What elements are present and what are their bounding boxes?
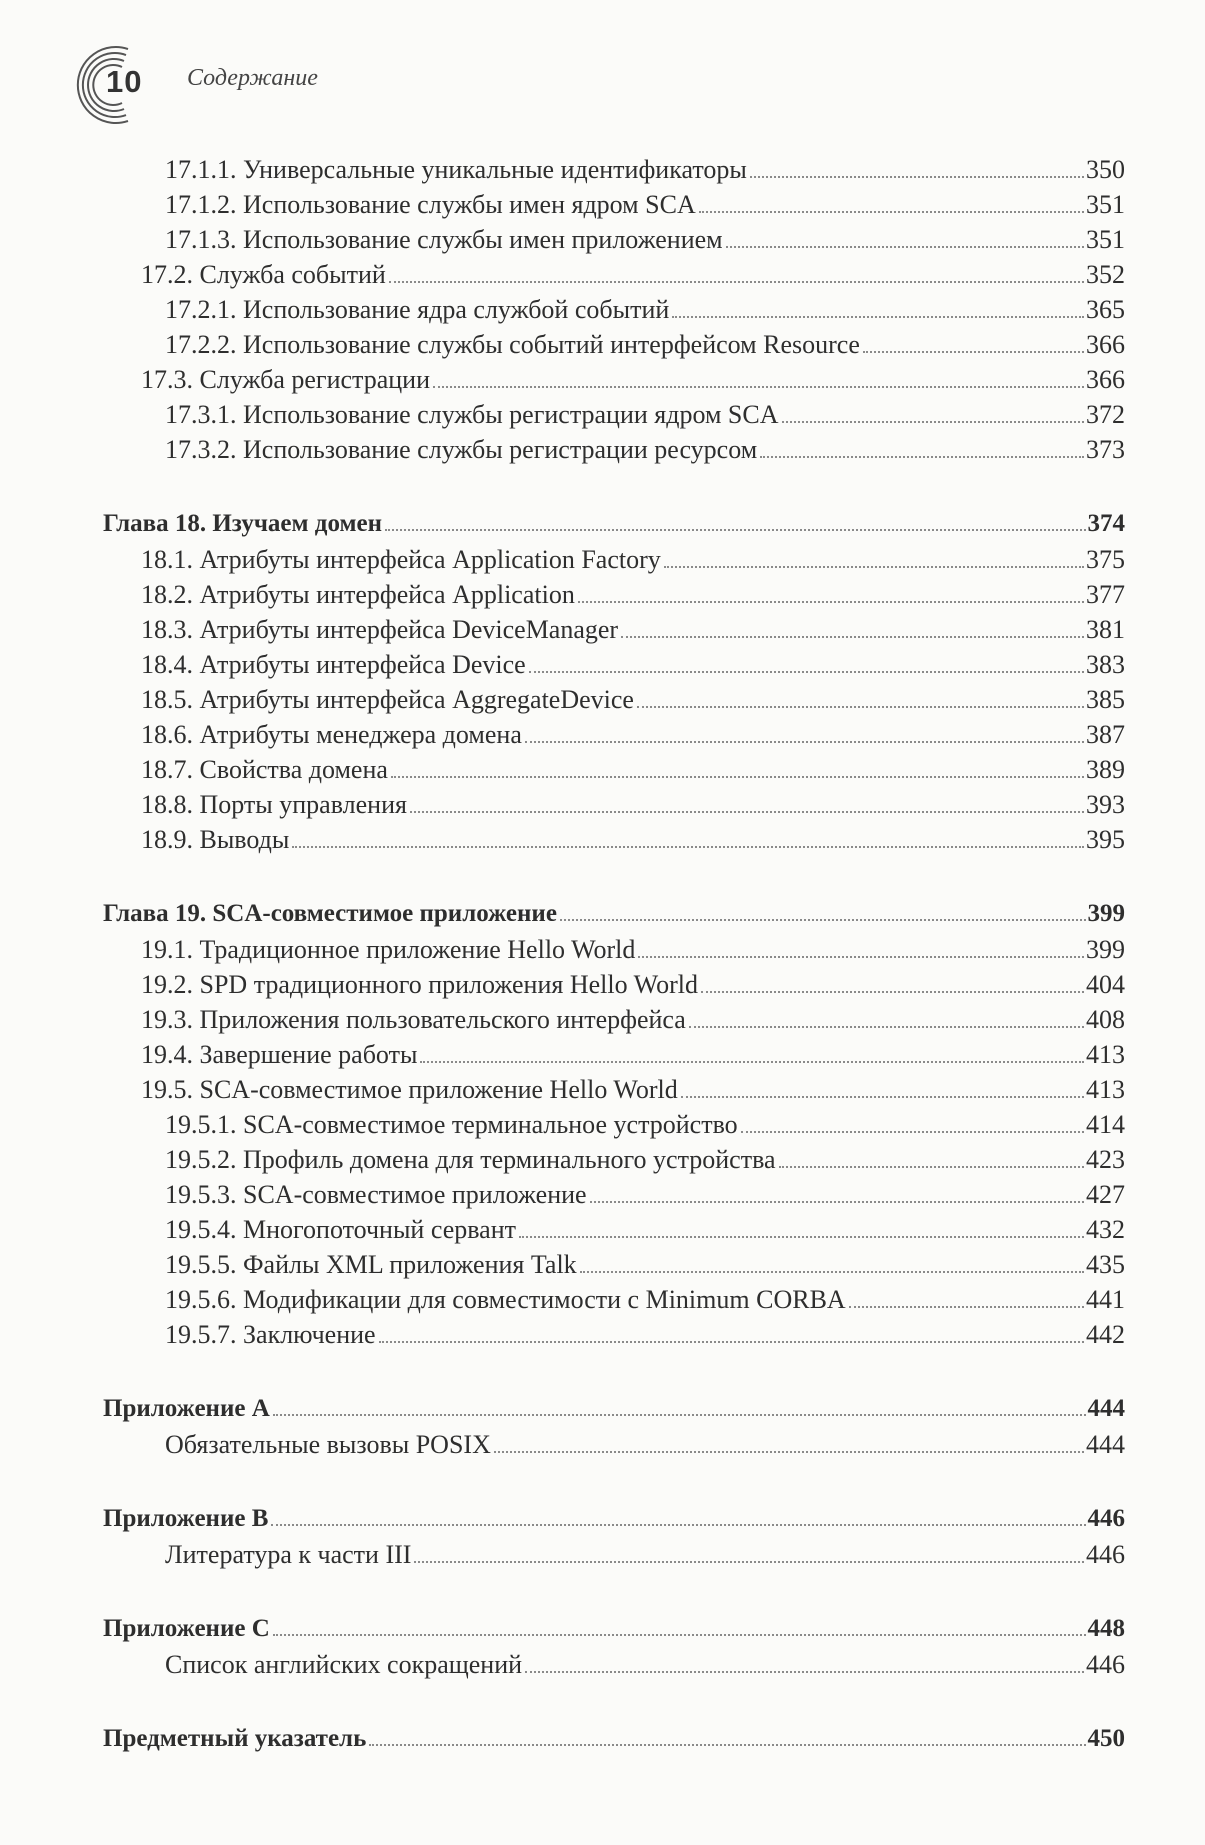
toc-entry-19-5-1[interactable]: [165, 1110, 1125, 1146]
toc-entry-label: 19.5.2. Профиль домена для терминального устройства: [165, 1145, 776, 1174]
toc-entry-label: 19.5.3. SCA-совместимое приложение: [165, 1180, 587, 1209]
toc-entry-appendix-b-literature[interactable]: [165, 1540, 1125, 1576]
dot-leader: [433, 386, 1084, 388]
dot-leader: [410, 811, 1084, 813]
toc-entry-label: 19.5.5. Файлы XML приложения Talk: [165, 1250, 577, 1279]
toc-appendix-c[interactable]: [103, 1615, 1125, 1651]
toc-entry-label: 18.1. Атрибуты интерфейса Application Factory: [141, 545, 661, 574]
dot-leader: [560, 919, 1086, 921]
toc-entry-19-5-7[interactable]: [165, 1320, 1125, 1356]
toc-entry-label: 17.3.1. Использование службы регистрации ядром SCA: [165, 400, 779, 429]
toc-entry-19-1[interactable]: [141, 935, 1125, 971]
dot-leader: [414, 1561, 1084, 1563]
toc-page-number: 408: [1086, 1005, 1125, 1034]
toc-entry-17-2-2[interactable]: [165, 330, 1125, 366]
toc-entry-19-5-2[interactable]: [165, 1145, 1125, 1181]
toc-entry-label: 19.2. SPD традиционного приложения Hello World: [141, 970, 698, 999]
toc-page-number: 366: [1086, 365, 1125, 394]
toc-entry-label: Список английских сокращений: [165, 1650, 523, 1679]
toc-entry-17-1-1[interactable]: [165, 155, 1125, 191]
toc-page-number: 365: [1086, 295, 1125, 324]
toc-page-number: 352: [1086, 260, 1125, 289]
toc-page-number: 350: [1086, 155, 1125, 184]
toc-entry-19-5-5[interactable]: [165, 1250, 1125, 1286]
toc-page-number: 373: [1086, 435, 1125, 464]
toc-entry-19-2[interactable]: [141, 970, 1125, 1006]
toc-entry-17-3-1[interactable]: [165, 400, 1125, 436]
toc-appendix-b[interactable]: [103, 1505, 1125, 1541]
toc-page-number: 450: [1087, 1725, 1125, 1752]
toc-page-number: 423: [1086, 1145, 1125, 1174]
toc-subject-index[interactable]: [103, 1725, 1125, 1761]
toc-entry-label: 18.7. Свойства домена: [141, 755, 388, 784]
toc-entry-19-5-4[interactable]: [165, 1215, 1125, 1251]
toc-page-number: 385: [1086, 685, 1125, 714]
toc-entry-19-4[interactable]: [141, 1040, 1125, 1076]
toc-entry-19-5[interactable]: [141, 1075, 1125, 1111]
toc-entry-label: 19.5.1. SCA-совместимое терминальное устройство: [165, 1110, 738, 1139]
dot-leader: [391, 776, 1084, 778]
toc-page-number: 399: [1086, 935, 1125, 964]
dot-leader: [379, 1341, 1084, 1343]
toc-entry-18-6[interactable]: [141, 720, 1125, 756]
toc-entry-appendix-a-posix[interactable]: [165, 1430, 1125, 1466]
toc-entry-18-3[interactable]: [141, 615, 1125, 651]
dot-leader: [273, 1414, 1086, 1416]
toc-entry-label: 17.3. Служба регистрации: [141, 365, 430, 394]
toc-entry-label: 18.2. Атрибуты интерфейса Application: [141, 580, 575, 609]
dot-leader: [525, 1671, 1084, 1673]
toc-entry-label: 19.5.4. Многопоточный сервант: [165, 1215, 516, 1244]
toc-page-number: 441: [1086, 1285, 1125, 1314]
toc-entry-19-5-3[interactable]: [165, 1180, 1125, 1216]
toc-page-number: 375: [1086, 545, 1125, 574]
toc-page-number: 432: [1086, 1215, 1125, 1244]
toc-page-number: 448: [1087, 1615, 1125, 1642]
toc-page-number: 393: [1086, 790, 1125, 819]
dot-leader: [689, 1026, 1084, 1028]
toc-entry-label: 19.5.7. Заключение: [165, 1320, 376, 1349]
toc-page-number: 372: [1086, 400, 1125, 429]
toc-entry-label: 17.2.2. Использование службы событий интерфейсом Resource: [165, 330, 860, 359]
toc-page-number: 444: [1087, 1395, 1125, 1422]
toc-chapter-19[interactable]: [103, 900, 1125, 936]
toc-page-number: 377: [1086, 580, 1125, 609]
toc-page-number: 446: [1086, 1650, 1125, 1679]
toc-entry-17-1-2[interactable]: [165, 190, 1125, 226]
toc-page-number: 374: [1087, 510, 1125, 537]
dot-leader: [494, 1451, 1084, 1453]
dot-leader: [385, 529, 1085, 531]
dot-leader: [292, 846, 1084, 848]
toc-chapter-title: Приложение B: [103, 1505, 269, 1532]
toc-entry-19-5-6[interactable]: [165, 1285, 1125, 1321]
toc-page-number: 351: [1086, 190, 1125, 219]
page-header: [66, 45, 766, 125]
toc-entry-18-7[interactable]: [141, 755, 1125, 791]
toc-entry-label: 17.1.2. Использование службы имен ядром SCA: [165, 190, 696, 219]
toc-entry-label: 17.1.1. Универсальные уникальные идентификаторы: [165, 155, 747, 184]
toc-page-number: 442: [1086, 1320, 1125, 1349]
toc-chapter-title: Глава 19. SCA-совместимое приложение: [103, 900, 557, 927]
toc-page-number: 444: [1086, 1430, 1125, 1459]
toc-entry-label: 17.3.2. Использование службы регистрации ресурсом: [165, 435, 758, 464]
dot-leader: [637, 706, 1084, 708]
toc-chapter-title: Приложение A: [103, 1395, 270, 1422]
toc-entry-label: Литература к части III: [165, 1540, 412, 1569]
toc-entry-label: 18.6. Атрибуты менеджера домена: [141, 720, 522, 749]
toc-chapter-title: Приложение C: [103, 1615, 270, 1642]
dot-leader: [863, 351, 1084, 353]
toc-entry-17-1-3[interactable]: [165, 225, 1125, 261]
dot-leader: [621, 636, 1084, 638]
toc-page-number: 435: [1086, 1250, 1125, 1279]
dot-leader: [271, 1524, 1085, 1526]
toc-entry-label: 18.5. Атрибуты интерфейса AggregateDevice: [141, 685, 634, 714]
toc-page-number: 446: [1086, 1540, 1125, 1569]
dot-leader: [726, 246, 1084, 248]
dot-leader: [779, 1166, 1084, 1168]
toc-page-number: 387: [1086, 720, 1125, 749]
toc-page-number: 399: [1087, 900, 1125, 927]
dot-leader: [590, 1201, 1084, 1203]
toc-appendix-a[interactable]: [103, 1395, 1125, 1431]
dot-leader: [369, 1744, 1085, 1746]
toc-entry-label: 19.1. Традиционное приложение Hello World: [141, 935, 636, 964]
toc-entry-17-2-1[interactable]: [165, 295, 1125, 331]
toc-entry-label: 17.2. Служба событий: [141, 260, 386, 289]
dot-leader: [741, 1131, 1084, 1133]
toc-page-number: 413: [1086, 1040, 1125, 1069]
running-title: Содержание: [187, 65, 318, 91]
dot-leader: [273, 1634, 1086, 1636]
dot-leader: [760, 456, 1084, 458]
dot-leader: [849, 1306, 1084, 1308]
dot-leader: [389, 281, 1084, 283]
toc-entry-label: 18.9. Выводы: [141, 825, 290, 854]
dot-leader: [529, 671, 1084, 673]
dot-leader: [672, 316, 1084, 318]
toc-page-number: 381: [1086, 615, 1125, 644]
toc-entry-label: Обязательные вызовы POSIX: [165, 1430, 491, 1459]
dot-leader: [525, 741, 1084, 743]
toc-page-number: 427: [1086, 1180, 1125, 1209]
toc-entry-18-2[interactable]: [141, 580, 1125, 616]
toc-page-number: 413: [1086, 1075, 1125, 1104]
toc-entry-label: 19.4. Завершение работы: [141, 1040, 418, 1069]
toc-entry-19-3[interactable]: [141, 1005, 1125, 1041]
toc-chapter-title: Предметный указатель: [103, 1725, 367, 1752]
dot-leader: [578, 601, 1084, 603]
dot-leader: [782, 421, 1084, 423]
toc-entry-label: 17.2.1. Использование ядра службой событий: [165, 295, 670, 324]
toc-page-number: 414: [1086, 1110, 1125, 1139]
toc-entry-label: 19.5.6. Модификации для совместимости с Minimum CORBA: [165, 1285, 846, 1314]
dot-leader: [699, 211, 1084, 213]
toc-entry-18-4[interactable]: [141, 650, 1125, 686]
toc-page-number: 351: [1086, 225, 1125, 254]
toc-entry-18-1[interactable]: [141, 545, 1125, 581]
toc-entry-appendix-c-abbreviations[interactable]: [165, 1650, 1125, 1686]
dot-leader: [420, 1061, 1084, 1063]
toc-page-number: 383: [1086, 650, 1125, 679]
toc-entry-label: 19.5. SCA-совместимое приложение Hello World: [141, 1075, 678, 1104]
toc-entry-17-3-2[interactable]: [165, 435, 1125, 471]
toc-entry-label: 18.4. Атрибуты интерфейса Device: [141, 650, 526, 679]
toc-entry-label: 18.8. Порты управления: [141, 790, 407, 819]
dot-leader: [681, 1096, 1084, 1098]
toc-page-number: 395: [1086, 825, 1125, 854]
toc-entry-18-5[interactable]: [141, 685, 1125, 721]
dot-leader: [519, 1236, 1084, 1238]
toc-page-number: 446: [1087, 1505, 1125, 1532]
toc-chapter-title: Глава 18. Изучаем домен: [103, 510, 383, 537]
toc-page-number: 389: [1086, 755, 1125, 784]
toc-entry-label: 18.3. Атрибуты интерфейса DeviceManager: [141, 615, 619, 644]
dot-leader: [750, 176, 1084, 178]
dot-leader: [638, 956, 1084, 958]
toc-entry-label: 17.1.3. Использование службы имен приложением: [165, 225, 723, 254]
toc-page-number: 404: [1086, 970, 1125, 999]
dot-leader: [664, 566, 1084, 568]
toc-page-number: 366: [1086, 330, 1125, 359]
dot-leader: [701, 991, 1084, 993]
toc-entry-label: 19.3. Приложения пользовательского интерфейса: [141, 1005, 686, 1034]
toc-entry-18-9[interactable]: [141, 825, 1125, 861]
toc-chapter-18[interactable]: [103, 510, 1125, 546]
dot-leader: [580, 1271, 1084, 1273]
toc-entry-17-3[interactable]: [141, 365, 1125, 401]
page-number: 10: [106, 64, 143, 99]
toc-entry-18-8[interactable]: [141, 790, 1125, 826]
toc-entry-17-2[interactable]: [141, 260, 1125, 296]
